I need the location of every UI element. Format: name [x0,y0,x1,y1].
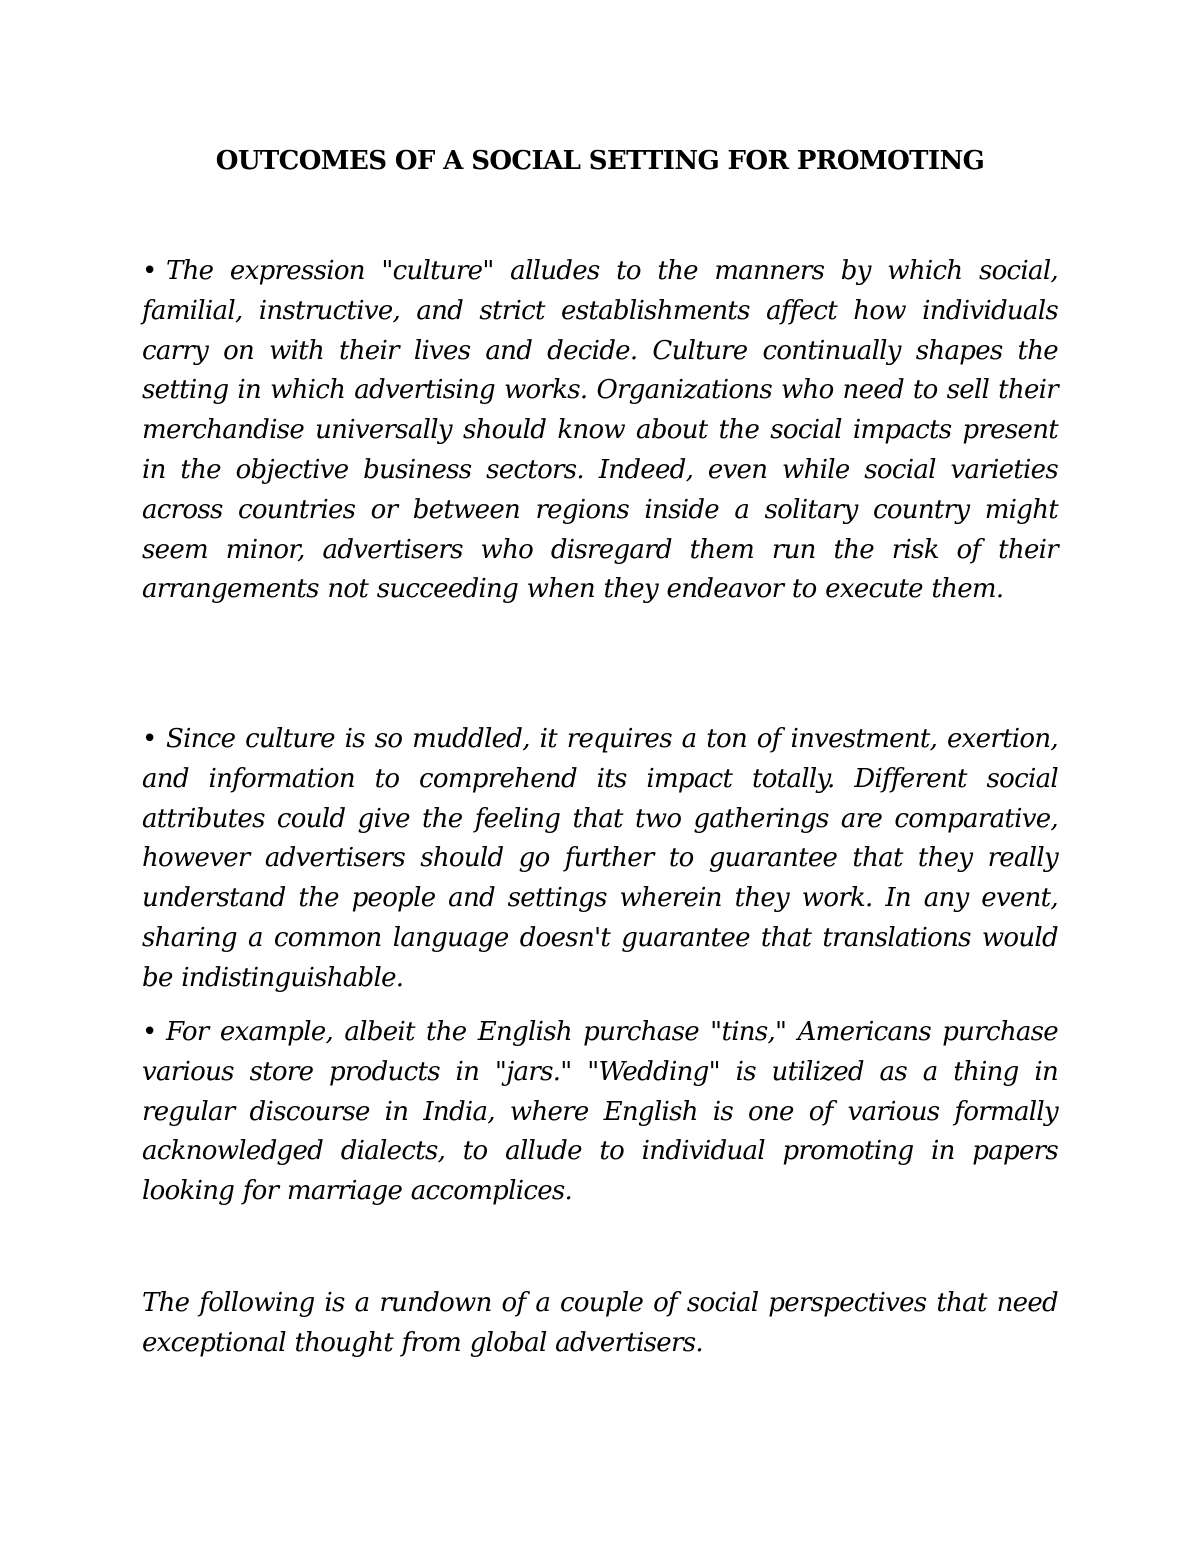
paragraph-culture-definition [142,252,1058,610]
paragraph-text: The following is a rundown of a couple of social perspectives that need exceptional thought from global advertisers. [142,1288,1058,1358]
paragraph-text: The expression "culture" alludes to the manners by which social, familial, instructive, and strict establishments affect how individuals carry on with their lives and decide. Culture continually shapes the setting in which advertising works. Organizations who need to sell their merchandise universally should know about the social impacts present in the objective business sectors. Indeed, even while social varieties across countries or between regions inside a solitary country might seem minor, advertisers who disregard them run the risk of their arrangements not succeeding when they endeavor to execute them. [142,256,1058,605]
paragraph-language-example [142,1013,1058,1212]
paragraph-rundown-intro [142,1284,1058,1364]
paragraph-text: Since culture is so muddled, it requires a ton of investment, exertion, and information to comprehend its impact totally. Different social attributes could give the feeling that two gatherings are comparative, however advertisers should go further to guarantee that they really understand the people and settings wherein they work. In any event, sharing a common language doesn't guarantee that translations would be indistinguishable. [142,724,1058,993]
bullet-icon: • [142,256,157,286]
page-title: OUTCOMES OF A SOCIAL SETTING FOR PROMOTING [215,146,985,176]
paragraph-text: For example, albeit the English purchase "tins," Americans purchase various store products in "jars." "Wedding" is utilized as a thing in regular discourse in India, where English is one of various formally acknowledged dialects, to allude to individual promoting in papers looking for marriage accomplices. [142,1017,1058,1207]
bullet-icon: • [142,724,157,754]
bullet-icon: • [142,1017,157,1047]
paragraph-culture-complexity [142,720,1058,999]
